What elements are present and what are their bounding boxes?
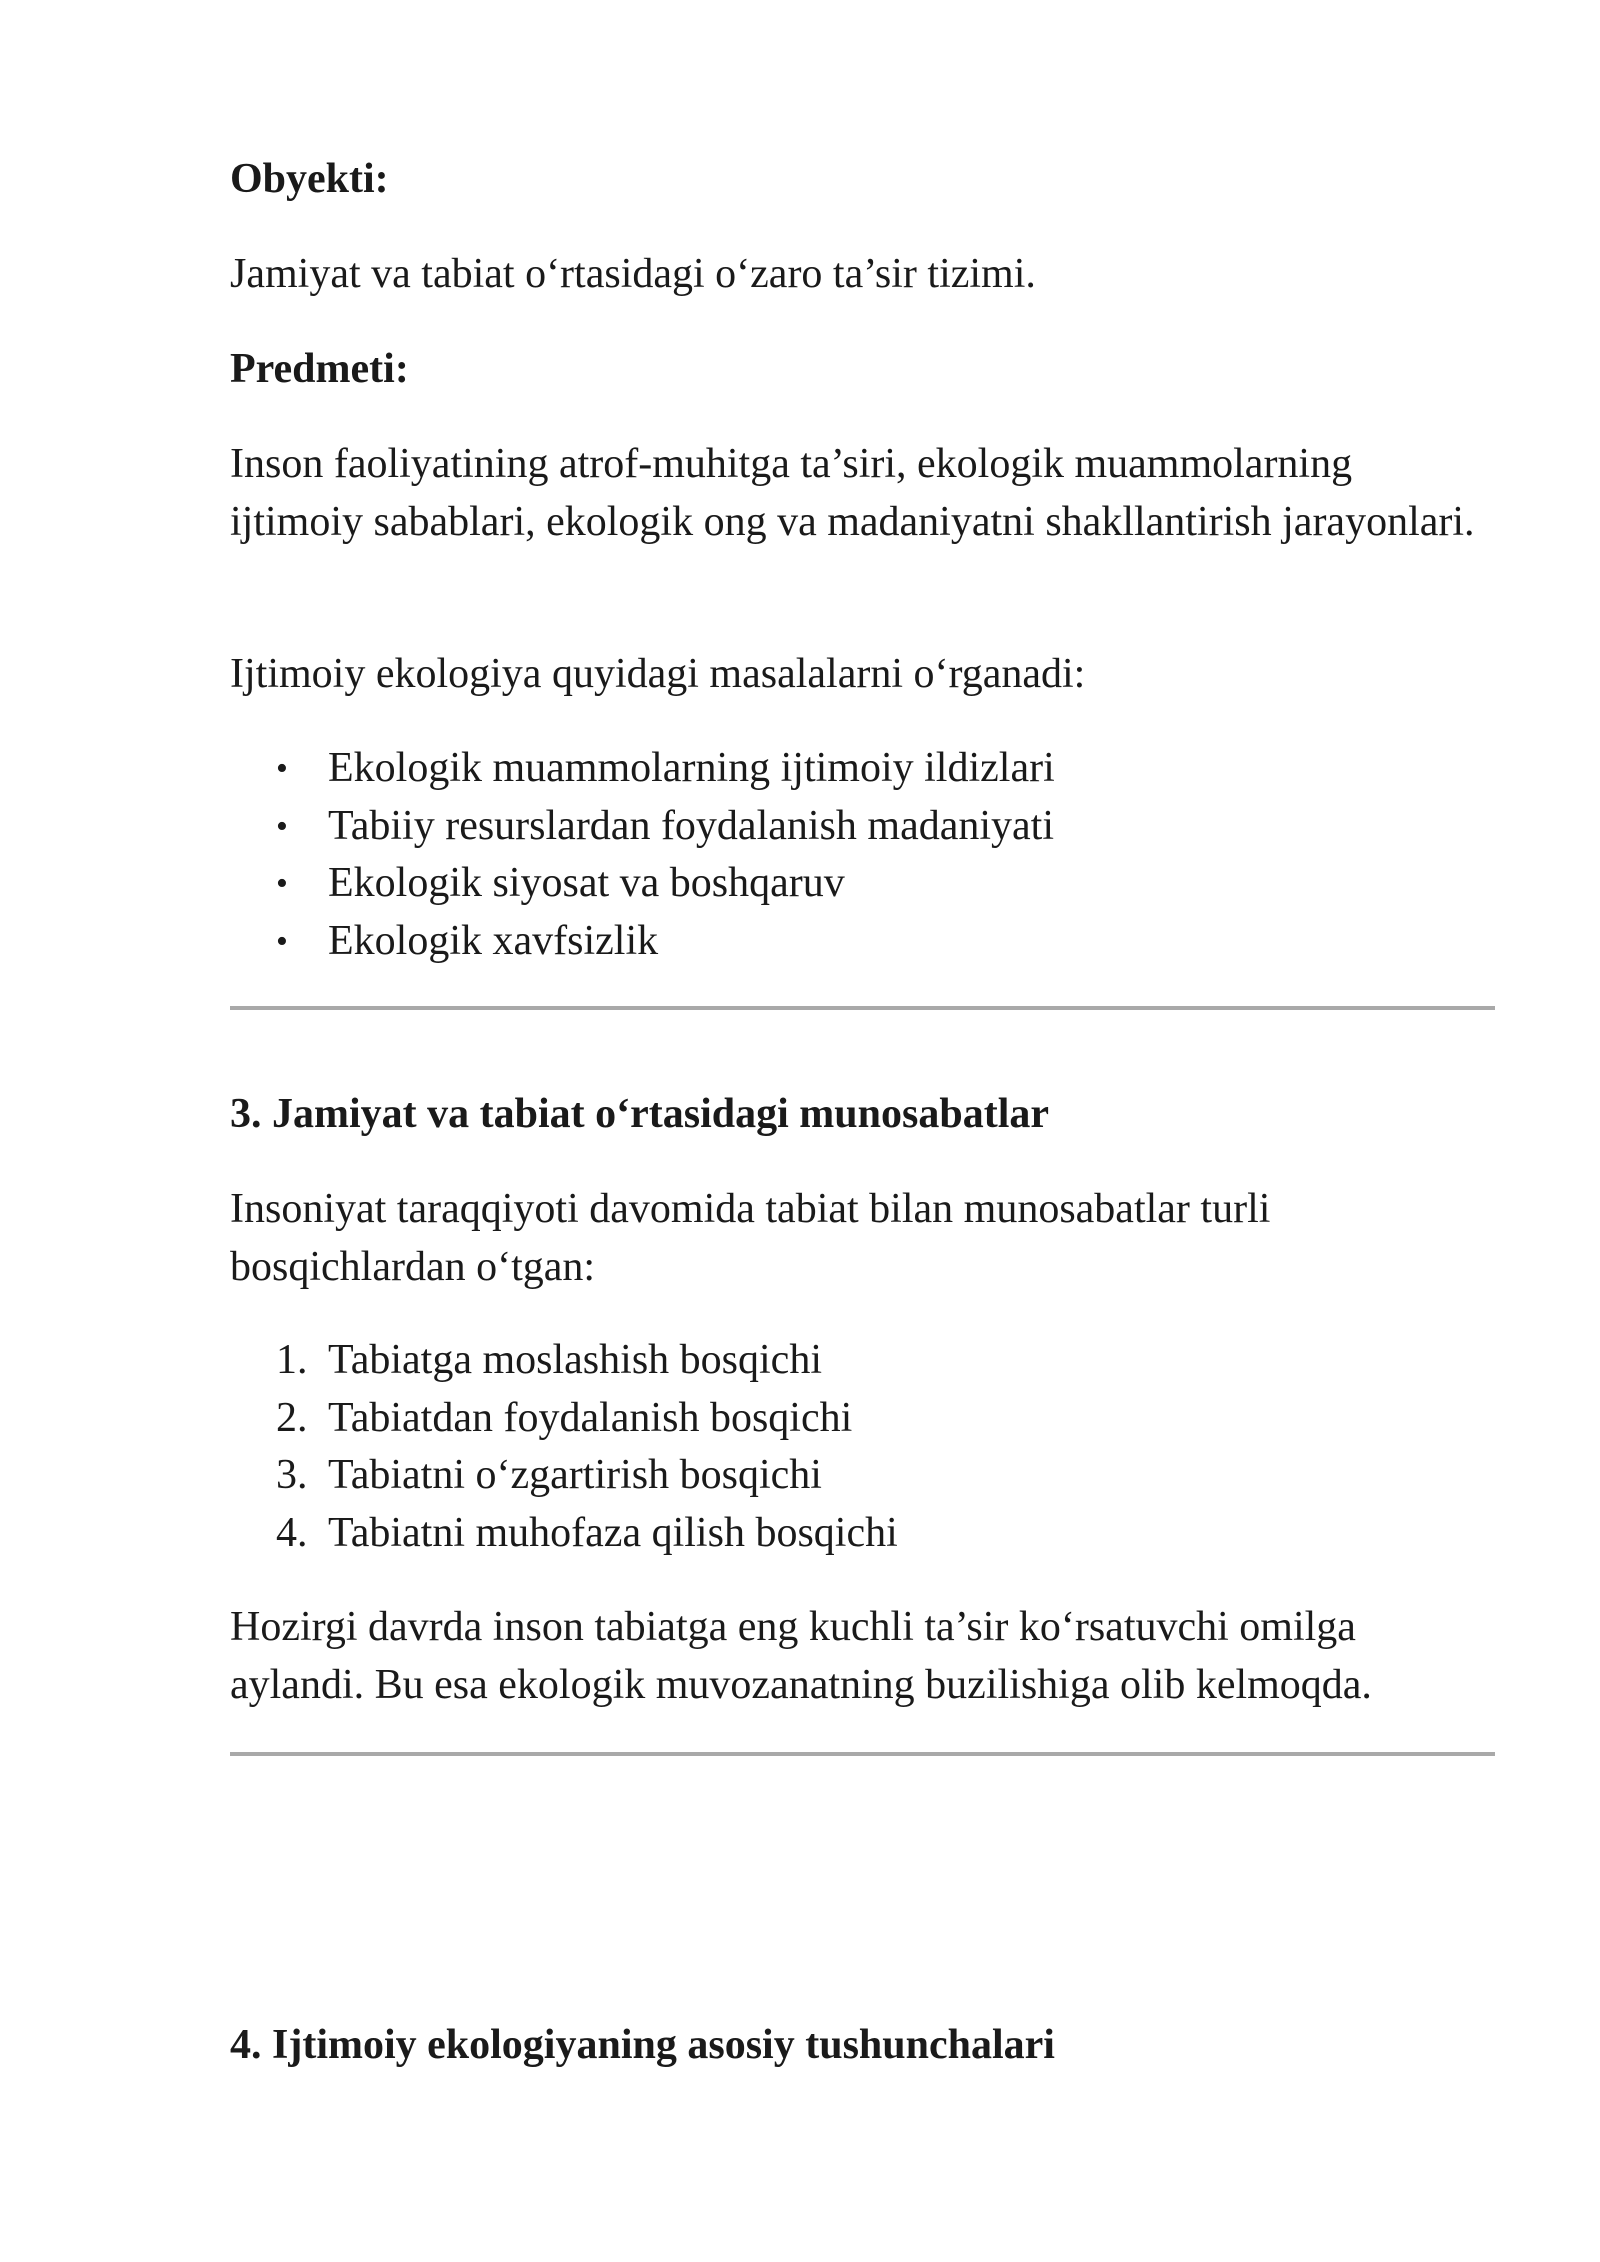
predmeti-text: Inson faoliyatining atrof-muhitga ta’siri, ekologik muammolarning ijtimoiy sabablari, ekologik ong va madaniyatni shakllantirish jarayonlari. (230, 441, 1475, 545)
list-item: • Tabiiy resurslardan foydalanish madaniyati (230, 798, 1430, 856)
tasks-list (230, 740, 1430, 970)
section-3-conclusion: Hozirgi davrda inson tabiatga eng kuchli ta’sir ko‘rsatuvchi omilga aylandi. Bu esa ekologik muvozanatning buzilishiga olib kelmoqda. (230, 1604, 1372, 1708)
list-item: 1. Tabiatga moslashish bosqichi (276, 1337, 822, 1383)
obyekti-text: Jamiyat va tabiat o‘rtasidagi o‘zaro ta’sir tizimi. (230, 251, 1036, 297)
bullet-icon: • (276, 922, 288, 960)
stages-list (230, 1332, 1430, 1562)
list-item: 2. Tabiatdan foydalanish bosqichi (276, 1394, 853, 1441)
tasks-intro: Ijtimoiy ekologiya quyidagi masalalarni o‘rganadi: (230, 651, 1086, 697)
section-4-heading: 4. Ijtimoiy ekologiyaning asosiy tushunchalari (230, 2022, 1055, 2068)
list-item: • Ekologik siyosat va boshqaruv (230, 855, 1430, 913)
bullet-icon: • (276, 865, 288, 902)
list-item: • Ekologik muammolarning ijtimoiy ildizlari (230, 740, 1430, 798)
bullet-icon: • (276, 750, 288, 787)
section-divider (230, 1752, 1495, 1756)
list-item: 3. Tabiatni o‘zgartirish bosqichi (276, 1452, 822, 1498)
section-divider (230, 1006, 1495, 1010)
obyekti-label: Obyekti: (230, 156, 389, 202)
list-item: 4. Tabiatni muhofaza qilish bosqichi (276, 1509, 898, 1556)
section-3-intro: Insoniyat taraqqiyoti davomida tabiat bilan munosabatlar turli bosqichlardan o‘tgan: (230, 1186, 1271, 1290)
bullet-icon: • (276, 807, 288, 845)
section-3-heading: 3. Jamiyat va tabiat o‘rtasidagi munosabatlar (230, 1091, 1049, 1137)
list-item: • Ekologik xavfsizlik (230, 913, 1430, 971)
predmeti-label: Predmeti: (230, 346, 409, 392)
